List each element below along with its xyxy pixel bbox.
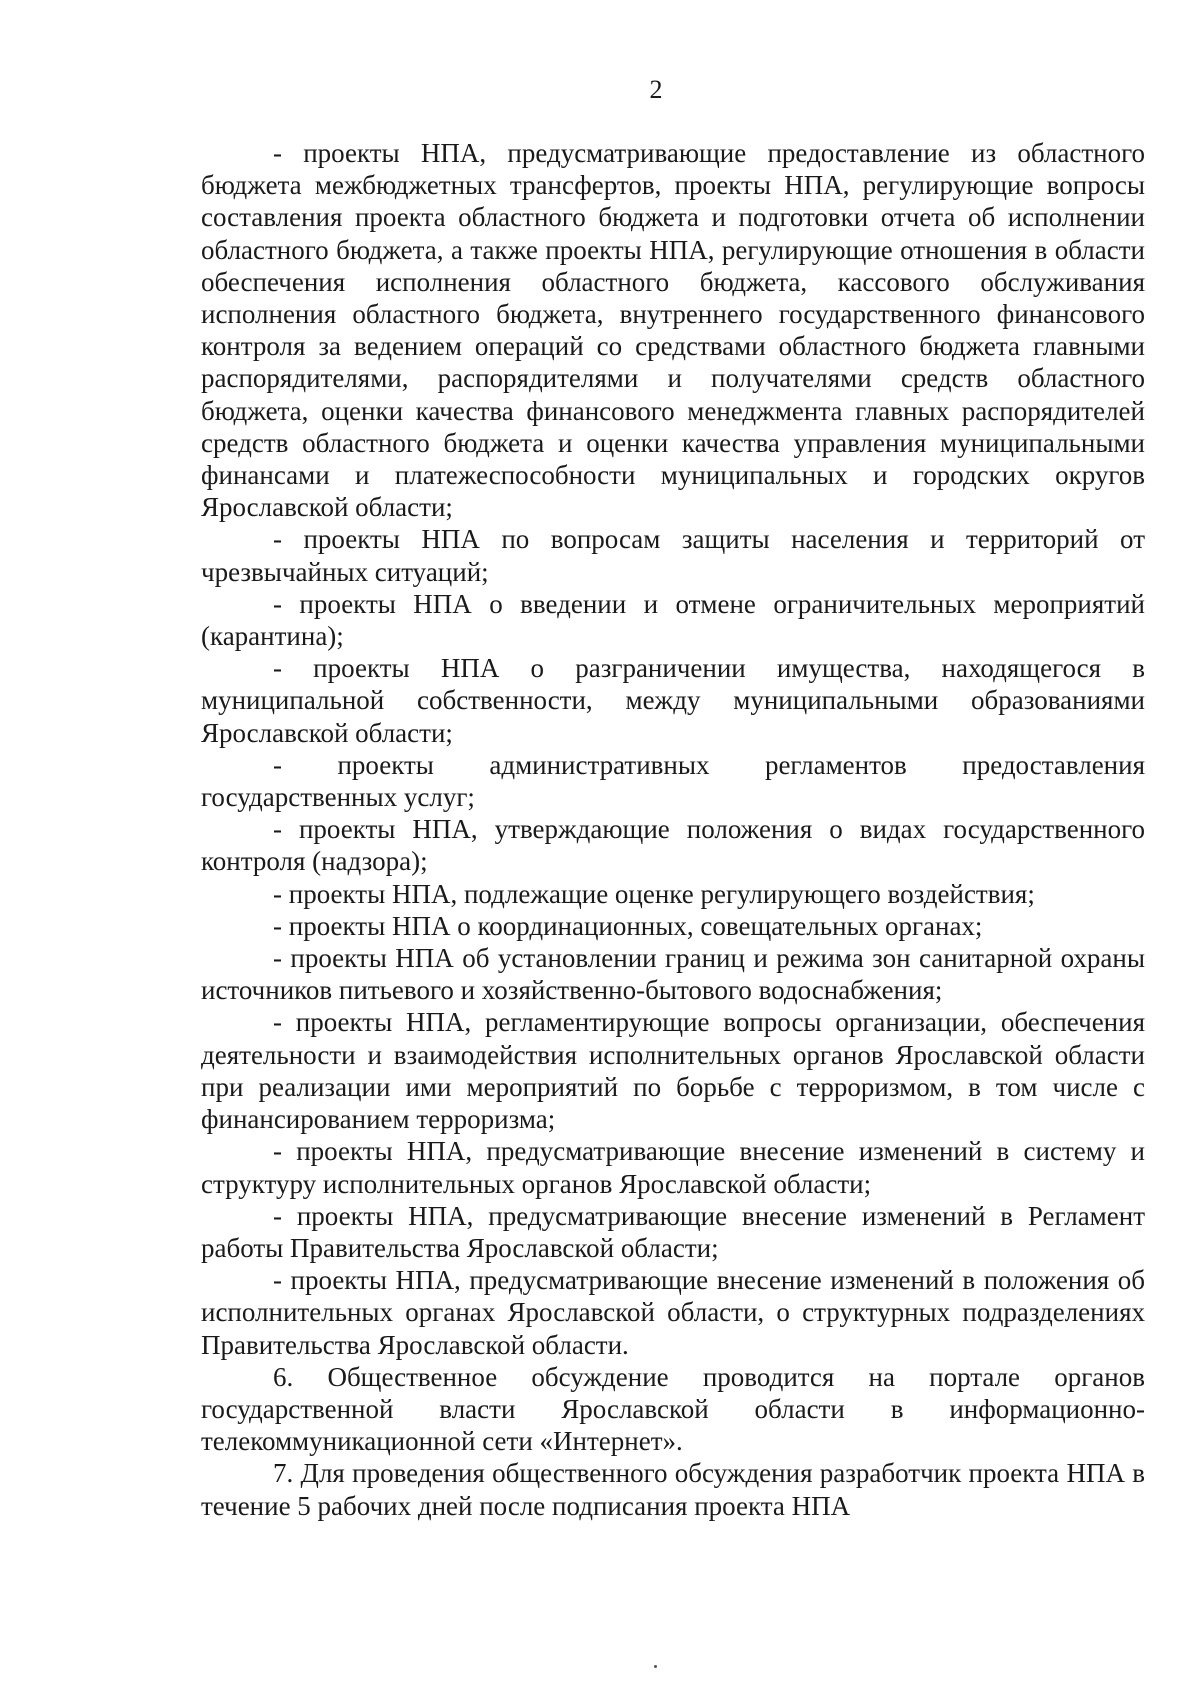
paragraph-coordination-bodies: - проекты НПА о координационных, совещательных органах; [273,910,983,941]
paragraph-administrative-regulations: - проекты административных регламентов предоставления государственных услуг; [201,749,1145,813]
document-body [201,137,1145,1522]
paragraph-counter-terrorism: - проекты НПА, регламентирующие вопросы организации, обеспечения деятельности и взаимодействия исполнительных органов Ярославской области при реализации ими мероприятий по борьбе с терроризмом, в том числе с финансированием терроризма; [201,1007,1145,1135]
paragraph-budget-projects: - проекты НПА, предусматривающие предоставление из областного бюджета межбюджетных трансфертов, проекты НПА, регулирующие вопросы составления проекта областного бюджета и подготовки отчета об исполнении областного бюджета, а также проекты НПА, регулирующие отношения в области обеспечения исполнения областного бюджета, кассового обслуживания исполнения областного бюджета, внутреннего государственного финансового контроля за ведением операций со средствами областного бюджета главными распорядителями, распорядителями и получателями средств областного бюджета, оценки качества финансового менеджмента главных распорядителей средств областного бюджета и оценки качества управления муниципальными финансами и платежеспособности муниципальных и городских округов Ярославской области; [201,138,1145,523]
paragraph-property-division: - проекты НПА о разграничении имущества, находящегося в муниципальной собственности, между муниципальными образованиями Ярославской области; [201,653,1145,748]
paragraph-quarantine: - проекты НПА о введении и отмене ограничительных мероприятий (карантина); [201,588,1145,652]
scan-speck [654,1665,657,1668]
paragraph-executive-provisions: - проекты НПА, предусматривающие внесение изменений в положения об исполнительных органах Ярославской области, о структурных подразделениях Правительства Ярославской области. [201,1265,1145,1360]
paragraph-clause-6: 6. Общественное обсуждение проводится на портале органов государственной власти Ярославской области в информационно-телекоммуникационной сети «Интернет». [201,1361,1145,1457]
paragraph-regulatory-impact: - проекты НПА, подлежащие оценке регулирующего воздействия; [273,878,1035,909]
paragraph-emergency-protection: - проекты НПА по вопросам защиты населения и территорий от чрезвычайных ситуаций; [201,524,1145,587]
paragraph-executive-structure: - проекты НПА, предусматривающие внесение изменений в систему и структуру исполнительных органов Ярославской области; [201,1136,1145,1199]
page-number: 2 [649,75,663,104]
paragraph-state-control: - проекты НПА, утверждающие положения о видах государственного контроля (надзора); [201,814,1145,877]
paragraph-clause-7: 7. Для проведения общественного обсуждения разработчик проекта НПА в течение 5 рабочих дней после подписания проекта НПА [201,1458,1145,1521]
paragraph-government-regulation: - проекты НПА, предусматривающие внесение изменений в Регламент работы Правительства Ярославской области; [201,1200,1145,1263]
paragraph-sanitary-zones: - проекты НПА об установлении границ и режима зон санитарной охраны источников питьевого и хозяйственно-бытового водоснабжения; [201,943,1145,1006]
